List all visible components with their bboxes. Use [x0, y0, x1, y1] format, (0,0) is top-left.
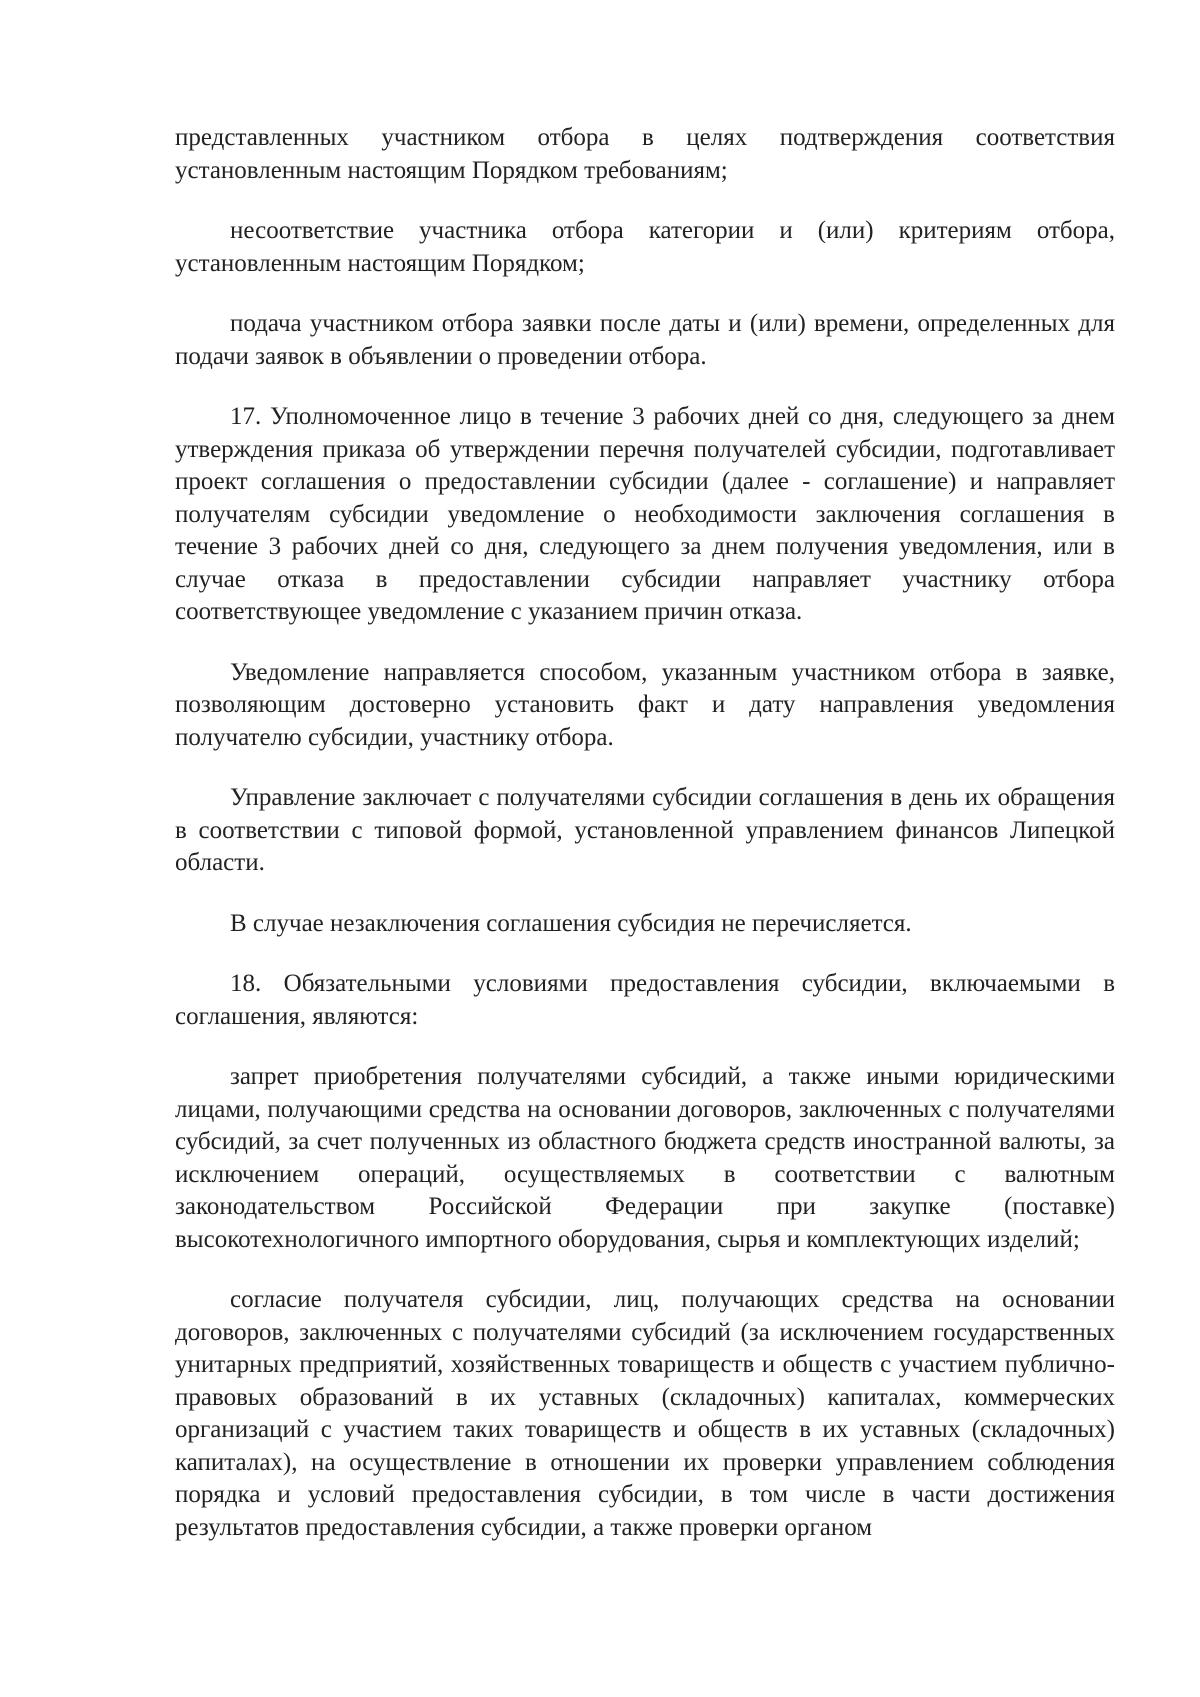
- paragraph-non-conclusion: В случае незаключения соглашения субсидия не перечисляется.: [230, 909, 912, 937]
- paragraph-notification-method: Уведомление направляется способом, указанным участником отбора в заявке, позволяющим достоверно установить факт и дату направления уведомления получателю субсидии, участнику отбора.: [175, 658, 1115, 751]
- paragraph-continuation: представленных участником отбора в целях подтверждения соответствия установленным настоящим Порядком требованиям;: [175, 124, 1115, 184]
- paragraph-clause-18: 18. Обязательными условиями предоставления субсидии, включаемыми в соглашения, являются:: [175, 970, 1115, 1030]
- paragraph-category-mismatch: несоответствие участника отбора категории и (или) критериям отбора, установленным настоящим Порядком;: [175, 217, 1115, 277]
- paragraph-currency-ban: запрет приобретения получателями субсидий, а также иными юридическими лицами, получающими средства на основании договоров, заключенных с получателями субсидий, за счет полученных из областного бюджета средств иностранной валюты, за исключением операций, осуществляемых в соответствии с валютным законодательством Российской Федерации при закупке (поставке) высокотехнологичного импортного оборудования, сырья и комплектующих изделий;: [175, 1063, 1115, 1253]
- paragraph-agreement-conclusion: Управление заключает с получателями субсидии соглашения в день их обращения в соответствии с типовой формой, установленной управлением финансов Липецкой области.: [175, 784, 1115, 876]
- paragraph-clause-17: 17. Уполномоченное лицо в течение 3 рабочих дней со дня, следующего за днем утверждения приказа об утверждении перечня получателей субсидии, подготавливает проект соглашения о предоставлении субсидии (далее - соглашение) и направляет получателям субсидии уведомление о необходимости заключения соглашения в течение 3 рабочих дней со дня, следующего за днем получения уведомления, или в случае отказа в предоставлении субсидии направляет участнику отбора соответствующее уведомление с указанием причин отказа.: [175, 403, 1115, 625]
- paragraph-inspection-consent: согласие получателя субсидии, лиц, получающих средства на основании договоров, заключенных с получателями субсидий (за исключением государственных унитарных предприятий, хозяйственных товариществ и обществ с участием публично-правовых образований в их уставных (складочных) капиталах, коммерческих организаций с участием таких товариществ и обществ в их уставных (складочных) капиталах), на осуществление в отношении их проверки управлением соблюдения порядка и условий предоставления субсидии, в том числе в части достижения результатов предоставления субсидии, а также проверки органом: [175, 1286, 1115, 1541]
- document-body: [175, 122, 1115, 1572]
- paragraph-late-submission: подача участником отбора заявки после даты и (или) времени, определенных для подачи заявок в объявлении о проведении отбора.: [175, 310, 1115, 370]
